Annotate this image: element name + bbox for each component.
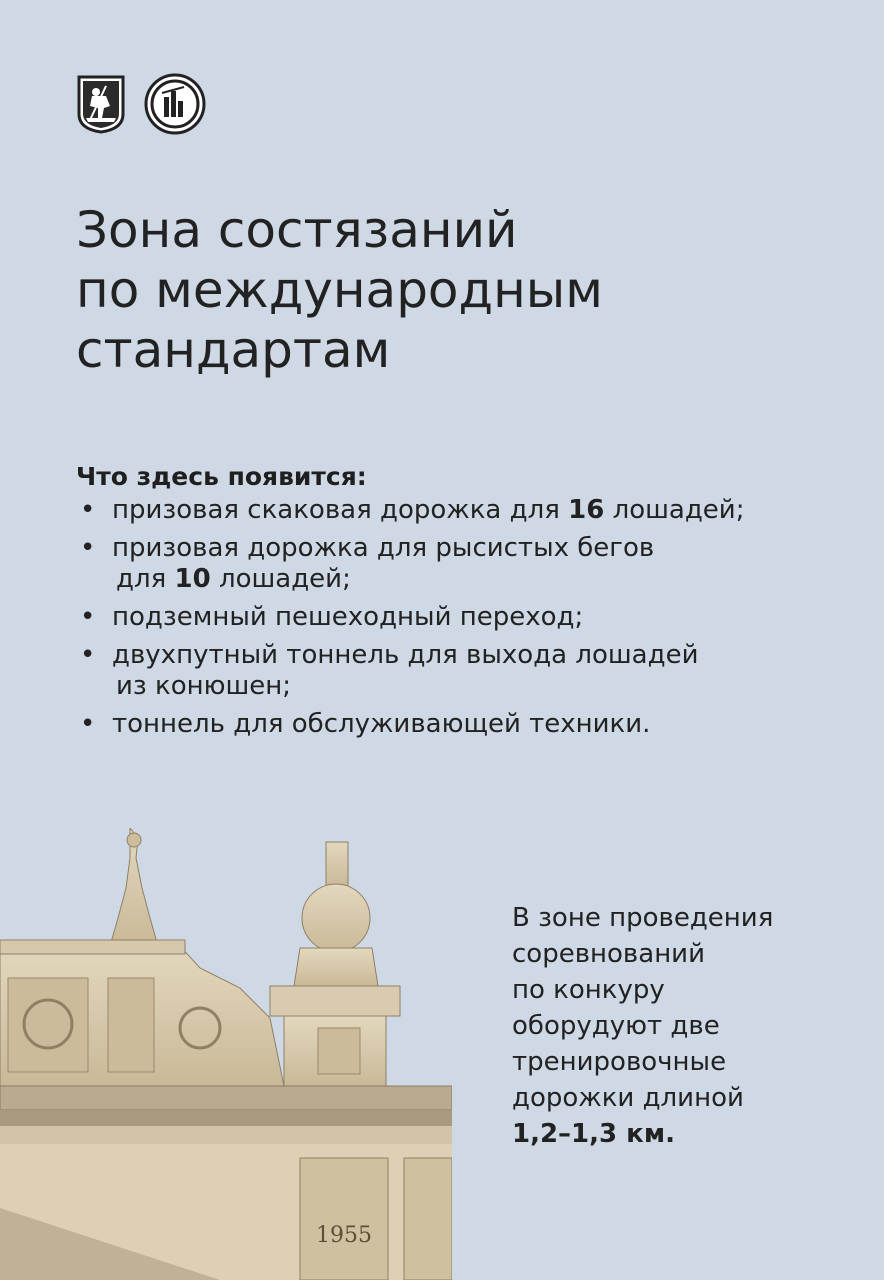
item-text: из конюшен; [116, 671, 292, 701]
list-item [76, 533, 856, 595]
moscow-coat-of-arms-icon [76, 74, 126, 134]
side-note [512, 900, 842, 1152]
item-text: лошадей; [604, 495, 745, 525]
list-item [76, 602, 856, 633]
list-item [76, 640, 856, 702]
item-number: 16 [568, 495, 605, 525]
item-text: • призовая дорожка для рысистых бегов [112, 533, 655, 563]
list-item [76, 495, 856, 526]
logos-row [76, 73, 206, 135]
note-line: В зоне проведения [512, 903, 774, 933]
note-line: оборудуют две [512, 1011, 720, 1041]
note-line: по конкуру [512, 975, 665, 1005]
features-heading: Что здесь появится: [76, 462, 367, 491]
item-text: для [116, 564, 175, 594]
item-text: лошадей; [210, 564, 351, 594]
item-text: • тоннель для обслуживающей техники. [112, 709, 651, 739]
title-line: стандартам [76, 321, 391, 379]
features-section [76, 462, 856, 747]
features-list [76, 495, 856, 740]
title-line: Зона состязаний [76, 201, 518, 259]
year-plaque: 1955 [316, 1223, 372, 1248]
note-line: тренировочные [512, 1047, 727, 1077]
item-text: призовая скаковая дорожка для [112, 495, 569, 525]
note-line: дорожки длиной [512, 1083, 744, 1113]
item-text: • подземный пешеходный переход; [112, 602, 584, 632]
note-line: соревнований [512, 939, 705, 969]
building-facade-image [0, 828, 452, 1280]
item-number: 10 [174, 564, 211, 594]
item-text: • двухпутный тоннель для выхода лошадей [112, 640, 699, 670]
title-line: по международным [76, 261, 603, 319]
list-item [76, 709, 856, 740]
page-title [76, 200, 836, 380]
note-highlight: 1,2–1,3 км. [512, 1119, 675, 1149]
construction-emblem-icon [144, 73, 206, 135]
